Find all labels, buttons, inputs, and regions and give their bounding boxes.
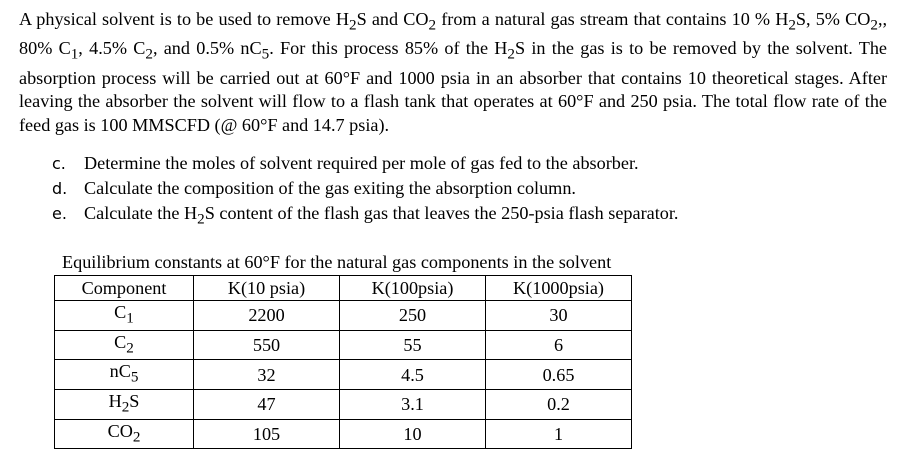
question-letter: d. xyxy=(52,179,68,198)
question-text: Determine the moles of solvent required per mole of gas fed to the absorber. xyxy=(84,153,639,173)
table-row xyxy=(55,389,632,419)
header-k10: K(10 psia) xyxy=(194,276,340,301)
k1000-cell: 30 xyxy=(486,301,632,331)
k100-cell: 55 xyxy=(340,330,486,360)
k10-cell: 105 xyxy=(194,419,340,449)
k1000-cell: 6 xyxy=(486,330,632,360)
k10-cell: 32 xyxy=(194,360,340,390)
k1000-cell: 1 xyxy=(486,419,632,449)
table-row xyxy=(55,360,632,390)
component-cell: $CO_2$ xyxy=(55,419,194,449)
table-row xyxy=(55,301,632,331)
k100-cell: 3.1 xyxy=(340,389,486,419)
question-d xyxy=(52,176,678,201)
k100-cell: 10 xyxy=(340,419,486,449)
problem-statement: A physical solvent is to be used to remove $H_2S$ and $CO_2$ from a natural gas stream that contains 10 % $H_2S$, 5% $CO_2$,, 80% $C_1$, 4.5% $C_2$, and 0.5% $nC_5$. For this process 85% of the $H_2S$ in the gas is to be removed by the solvent. The absorption process will be carried out at 60°F and 1000 psia in an absorber that contains 10 theoretical stages. After leaving the absorber the solvent will flow to a flash tank that operates at 60°F and 250 psia. The total flow rate of the feed gas is 100 MMSCFD (@ 60°F and 14.7 psia). xyxy=(19,9,888,136)
k100-cell: 4.5 xyxy=(340,360,486,390)
table-caption: Equilibrium constants at 60°F for the natural gas components in the solvent xyxy=(62,252,612,272)
k100-cell: 250 xyxy=(340,301,486,331)
table-row xyxy=(55,330,632,360)
question-e xyxy=(52,201,678,232)
header-k100: K(100psia) xyxy=(340,276,486,301)
question-text: Calculate the $H_2S$ content of the flash gas that leaves the 250-psia flash separator. xyxy=(84,203,679,228)
component-cell: $H_2S$ xyxy=(55,389,194,419)
component-cell: $nC_5$ xyxy=(55,360,194,390)
question-letter: c. xyxy=(52,154,66,173)
question-c xyxy=(52,151,678,176)
table-row xyxy=(55,419,632,449)
table-header-row xyxy=(55,276,632,301)
k1000-cell: 0.65 xyxy=(486,360,632,390)
header-component: Component xyxy=(55,276,194,301)
component-cell: $C_2$ xyxy=(55,330,194,360)
question-letter: e. xyxy=(52,204,67,223)
k10-cell: 47 xyxy=(194,389,340,419)
component-cell: $C_1$ xyxy=(55,301,194,331)
header-k1000: K(1000psia) xyxy=(486,276,632,301)
k1000-cell: 0.2 xyxy=(486,389,632,419)
k10-cell: 2200 xyxy=(194,301,340,331)
k10-cell: 550 xyxy=(194,330,340,360)
question-text: Calculate the composition of the gas exiting the absorption column. xyxy=(84,178,576,198)
question-list xyxy=(52,151,678,232)
equilibrium-table xyxy=(54,275,632,449)
